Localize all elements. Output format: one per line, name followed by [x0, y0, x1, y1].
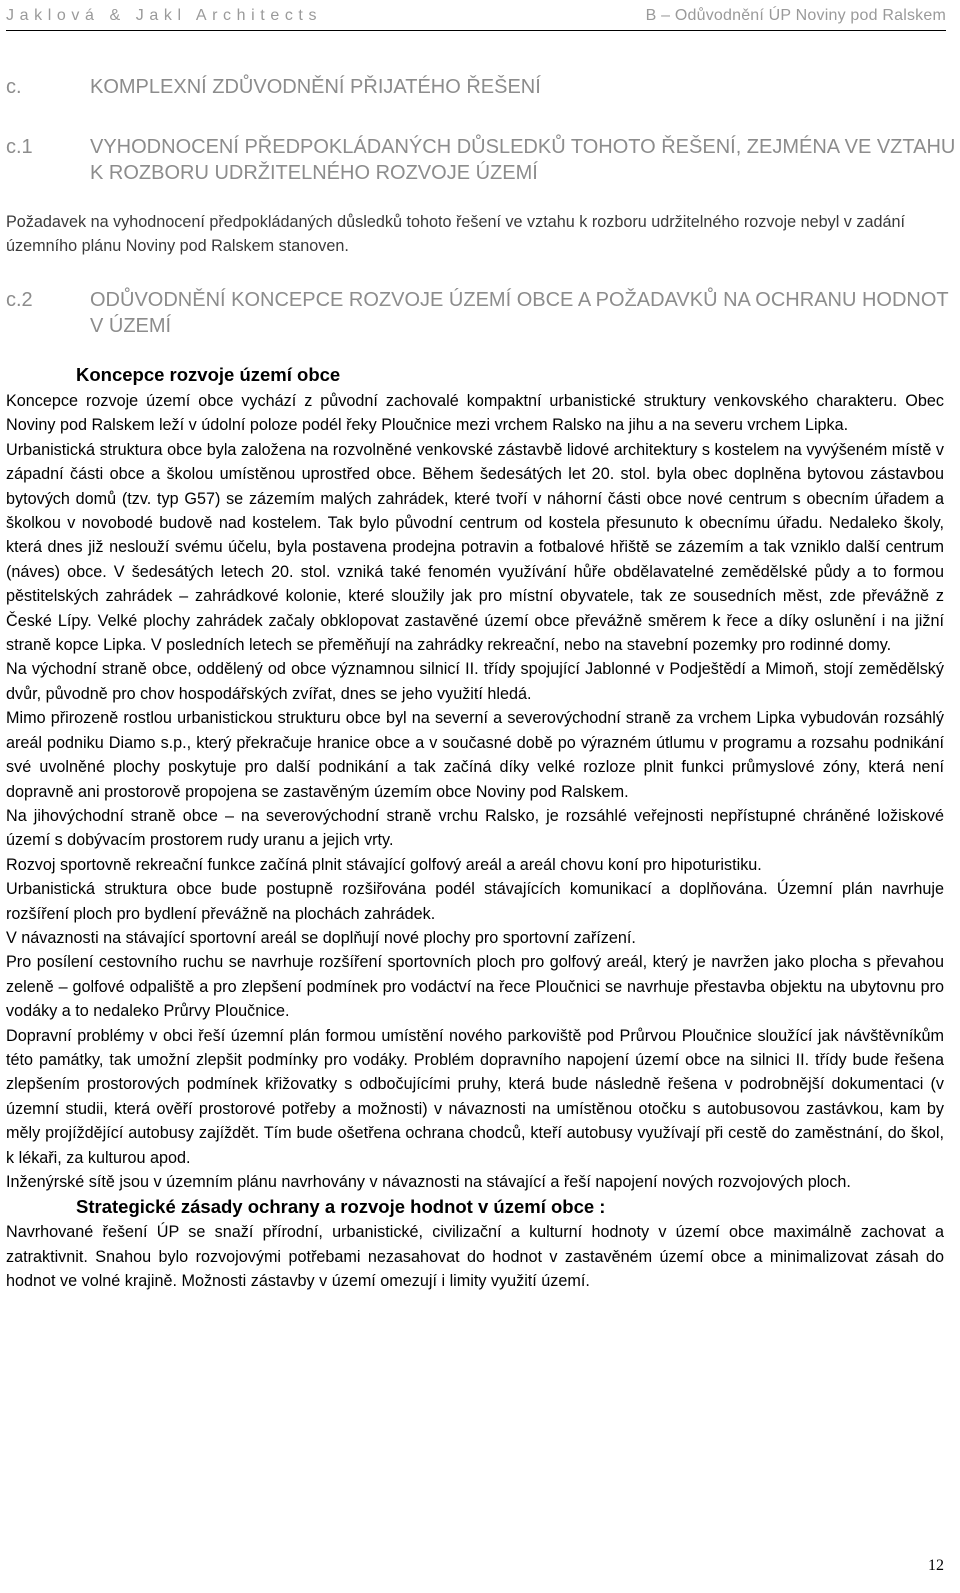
section-c1-title: VYHODNOCENÍ PŘEDPOKLÁDANÝCH DŮSLEDKŮ TOHOTO ŘEŠENÍ, ZEJMÉNA VE VZTAHU K ROZBORU UDRŽITELNÉHO ROZVOJE ÚZEMÍ	[90, 136, 956, 184]
section-c1-number: c.1	[6, 136, 33, 158]
section-c-heading	[6, 76, 541, 99]
paragraph: V návaznosti na stávající sportovní areál se doplňují nové plochy pro sportovní zařízení.	[6, 928, 636, 947]
paragraph: Mimo přirozeně rostlou urbanistickou strukturu obce byl na severní a severovýchodní straně za vrchem Lipka vybudován rozsáhlý areál podniku Diamo s.p., který překračuje hranice obce a v současné době po výrazném útlumu v programu a rozsahu podnikání své uvolněné plochy poskytuje pro další podnikání a tak začíná díky velké rozloze plnit funkci průmyslové zóny, která není dopravně ani prostorově propojena se zastavěným územím obce Noviny pod Ralskem.	[6, 709, 944, 801]
section-c2-heading	[6, 287, 960, 339]
section-c1-heading	[6, 134, 960, 186]
section-c2-title: ODŮVODNĚNÍ KONCEPCE ROZVOJE ÚZEMÍ OBCE A POŽADAVKŮ NA OCHRANU HODNOT V ÚZEMÍ	[90, 289, 949, 337]
page-number: 12	[928, 1557, 944, 1574]
paragraph: Inženýrské sítě jsou v územním plánu navrhovány v návaznosti na stávající a řeší napojení nových rozvojových ploch.	[6, 1173, 851, 1191]
body-text	[6, 389, 944, 1294]
paragraph: Na jihovýchodní straně obce – na severovýchodní straně vrchu Ralsko, je rozsáhlé veřejnosti nepřístupné chráněné ložiskové území s dobývacím prostorem rudy uranu a jejich vrty.	[6, 806, 944, 850]
paragraph: Urbanistická struktura obce bude postupně rozšiřována podél stávajících komunikací a doplňována. Územní plán navrhuje rozšíření ploch pro bydlení převážně na plochách zahrádek.	[6, 880, 944, 923]
paragraph: Pro posílení cestovního ruchu se navrhuje rozšíření sportovních ploch pro golfový areál, který je navržen jako plocha s převahou zeleně – golfové odpaliště a pro zlepšení podmínek pro vodáctví na řece Ploučnici se navrhuje přestavba objektu na ubytovnu pro vodáky a to nedaleko Průrvy Ploučnice.	[6, 953, 944, 1021]
paragraph: Navrhované řešení ÚP se snaží přírodní, urbanistické, civilizační a kulturní hodnoty v území obce maximálně zachovat a zatraktivnit. Snahou bylo rozvojovými potřebami nezasahovat do hodnot v zastavěném území obce a minimalizovat zásah do hodnot ve volné krajině. Možnosti zástavby v území omezují i limity využití území.	[6, 1223, 944, 1291]
section-c-number: c.	[6, 76, 22, 98]
paragraph: Rozvoj sportovně rekreační funkce začíná plnit stávající golfový areál a areál chovu koní pro hipoturistiku.	[6, 855, 762, 874]
paragraph: Dopravní problémy v obci řeší územní plán formou umístění nového parkoviště pod Průrvou Ploučnice sloužící jak návštěvníkům této památky, tak umožní zlepšit podmínky pro vodáky. Problém dopravního napojení území obce na silnici II. třídy bude řešena zlepšením prostorových podmínek křižovatky s odbočujícími pruhy, která bude následně řešena v podrobnější dokumentaci (v územní studii, která ověří prostorové potřeby a možnosti) v návaznosti na umístěnou otočku s autobusovou zastávkou, kam by měly projíždějící autobusy zajíždět. Tím bude ošetřena ochrana chodců, kteří autobusy využívají při cestě do zaměstnání, do škol, k lékaři, za kulturou apod.	[6, 1026, 944, 1167]
subheading-koncepce: Koncepce rozvoje území obce	[76, 364, 341, 385]
paragraph: Urbanistická struktura obce byla založena na rozvolněné venkovské zástavbě lidové architektury s kostelem na vyvýšeném místě v západní části obce a školou umístěnou uprostřed obce. Během šedesátých let 20. stol. byla obec doplněna bytovou zástavbou bytových domů (tzv. typ G57) se zázemím malých zahrádek, které tvoří v náhorní části obce nové centrum s obecním úřadem a školkou v novobodé budově nad kostelem. Tak bylo původní centrum od kostela přesunuto k obecnímu úřadu. Nedaleko školy, která dnes již neslouží svému účelu, byla postavena prodejna potravin a fotbalové hřiště se zázemím a tak vzniklo další centrum (náves) obce. V šedesátých letech 20. stol. vzniká také fenomén využívání hůře obdělavatelné zemědělské půdy a to formou pěstitelských zahrádek – zahrádkové kolonie, které sloužily jak pro místní obyvatele, tak ze sousedních měst, zde převážně z České Lípy. Velké plochy zahrádek začaly obklopovat zastavěné území obce převážně směrem k řece a díky oslunění i na jižní straně kopce Lipka. V posledních letech se přeměňují na zahrádky rekreační, nebo na stavební pozemky pro rodinné domy.	[6, 440, 944, 655]
subheading-strategicke-zasady: Strategické zásady ochrany a rozvoje hodnot v území obce :	[76, 1196, 606, 1218]
section-c1-text: Požadavek na vyhodnocení předpokládaných důsledků tohoto řešení ve vztahu k rozboru udržitelného rozvoje nebyl v zadání územního plánu Noviny pod Ralskem stanoven.	[6, 213, 905, 255]
section-c2-number: c.2	[6, 289, 33, 311]
page-header	[6, 4, 946, 31]
header-document-title: B – Odůvodnění ÚP Noviny pod Ralskem	[645, 7, 946, 24]
header-firm-name: Jaklová & Jakl Architects	[6, 7, 323, 24]
paragraph: Na východní straně obce, oddělený od obce významnou silnicí II. třídy spojující Jablonné v Podještědí a Mimoň, stojí zemědělský dvůr, původně pro chov hospodářských zvířat, dnes se jeho využití hledá.	[6, 660, 944, 703]
paragraph: Koncepce rozvoje území obce vychází z původní zachovalé kompaktní urbanistické struktury venkovského charakteru. Obec Noviny pod Ralskem leží v údolní poloze podél řeky Ploučnice mezi vrchem Ralsko na jihu a na severu vrchem Lipka.	[6, 392, 944, 435]
section-c-title: KOMPLEXNÍ ZDŮVODNĚNÍ PŘIJATÉHO ŘEŠENÍ	[90, 76, 541, 98]
